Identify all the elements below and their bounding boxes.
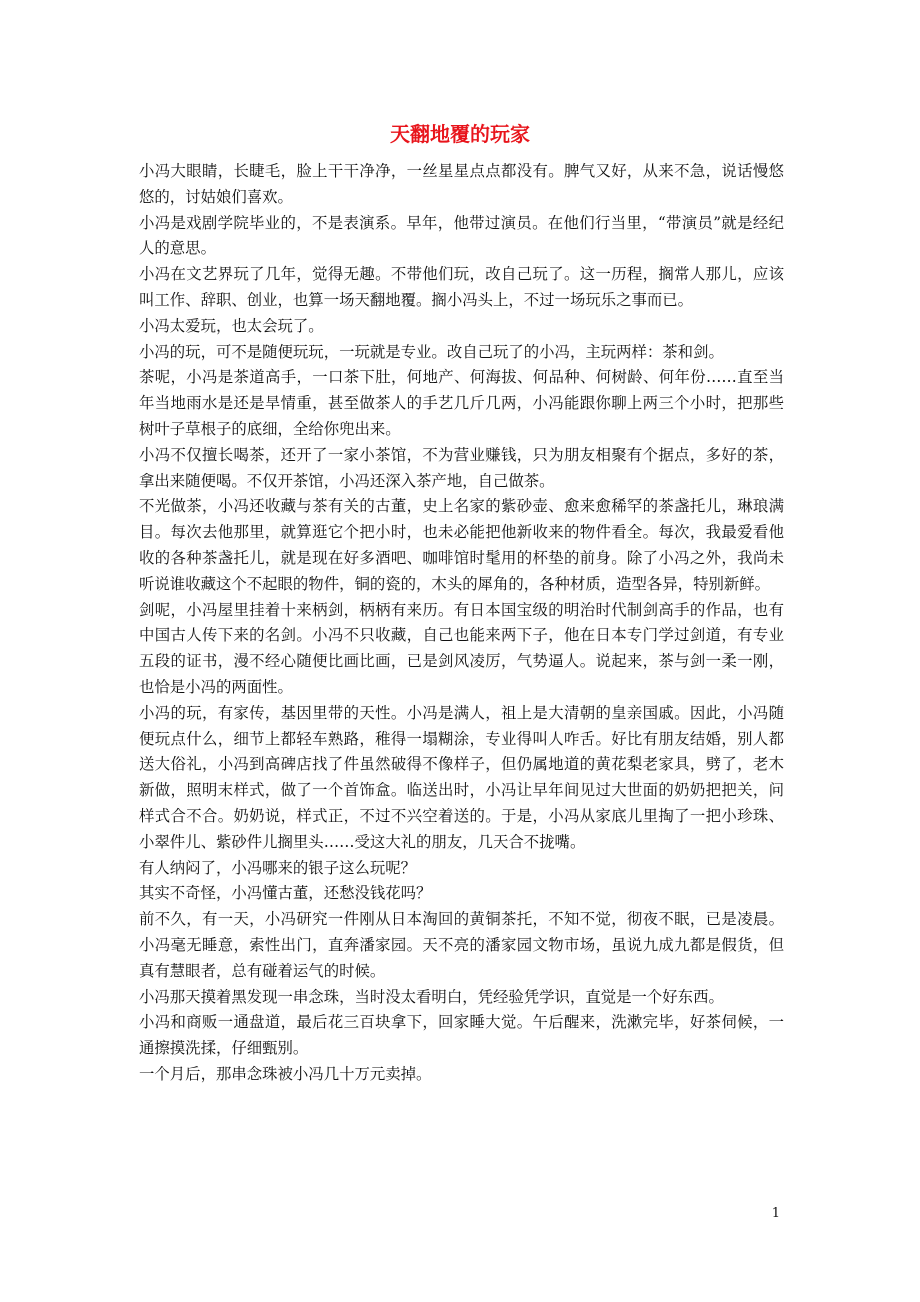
paragraph: 小冯太爱玩，也太会玩了。 (139, 316, 324, 335)
paragraph: 一个月后，那串念珠被小冯几十万元卖掉。 (139, 1064, 432, 1083)
paragraph: 其实不奇怪，小冯懂古董，还愁没钱花吗？ (139, 884, 432, 903)
paragraph: 小冯是戏剧学院毕业的，不是表演系。早年，他带过演员。在他们行当里，“带演员”就是经纪人的意思。 (139, 213, 784, 258)
paragraph: 小冯的玩，有家传，基因里带的天性。小冯是满人，祖上是大清朝的皇亲国戚。因此，小冯随便玩点什么，细节上都轻车熟路，稚得一塌糊涂，专业得叫人咋舌。好比有朋友结婚，别人都送大俗礼，小冯到高碑店找了件虽然破得不像样子，但仍属地道的黄花梨老家具，劈了，老木新做，照明末样式，做了一个首饰盒。临送出时，小冯让早年间见过大世面的奶奶把把关，问样式合不合。奶奶说，样式正，不过不兴空着送的。于是，小冯从家底儿里掏了一把小珍珠、小翠件儿、紫砂件儿搁里头……受这大礼的朋友，几天合不拢嘴。 (139, 703, 784, 851)
paragraph: 不光做茶，小冯还收藏与茶有关的古董，史上名家的紫砂壶、愈来愈稀罕的茶盏托儿，琳琅满目。每次去他那里，就算逛它个把小时，也未必能把他新收来的物件看全。每次，我最爱看他收的各种茶盏托儿，就是现在好多酒吧、咖啡馆时髦用的杯垫的前身。除了小冯之外，我尚未听说谁收藏这个不起眼的物件，铜的瓷的，木头的犀角的，各种材质，造型各异，特别新鲜。 (139, 497, 784, 593)
paragraph: 剑呢，小冯屋里挂着十来柄剑，柄柄有来历。有日本国宝级的明治时代制剑高手的作品，也有中国古人传下来的名剑。小冯不只收藏，自己也能来两下子，他在日本专门学过剑道，有专业五段的证书，漫不经心随便比画比画，已是剑风凌厉，气势逼人。说起来，茶与剑一柔一刚，也恰是小冯的两面性。 (139, 600, 784, 696)
paragraph: 小冯和商贩一通盘道，最后花三百块拿下，回家睡大觉。午后醒来，洗漱完毕，好茶伺候，一通擦摸洗揉，仔细甄别。 (139, 1013, 784, 1058)
paragraph: 有人纳闷了，小冯哪来的银子这么玩呢？ (139, 858, 417, 877)
page-title: 天翻地覆的玩家 (390, 122, 530, 146)
paragraph: 前不久，有一天，小冯研究一件刚从日本淘回的黄铜茶托，不知不觉，彻夜不眠，已是凌晨。小冯毫无睡意，索性出门，直奔潘家园。天不亮的潘家园文物市场，虽说九成九都是假货，但真有慧眼者，总有碰着运气的时候。 (139, 910, 784, 980)
paragraph: 小冯在文艺界玩了几年，觉得无趣。不带他们玩，改自己玩了。这一历程，搁常人那儿，应该叫工作、辞职、创业，也算一场天翻地覆。搁小冯头上，不过一场玩乐之事而已。 (139, 265, 784, 309)
paragraph: 小冯大眼睛，长睫毛，脸上干干净净，一丝星星点点都没有。脾气又好，从来不急，说话慢悠悠的，讨姑娘们喜欢。 (139, 162, 784, 206)
paragraph: 茶呢，小冯是茶道高手，一口茶下肚，何地产、何海拔、何品种、何树龄、何年份……直至当年当地雨水是还是旱情重，甚至做茶人的手艺几斤几两，小冯能跟你聊上两三个小时，把那些树叶子草根子的底细，全给你兜出来。 (139, 368, 784, 438)
page-number: 1 (771, 1206, 780, 1221)
paragraph: 小冯那天摸着黑发现一串念珠，当时没太看明白，凭经验凭学识，直觉是一个好东西。 (139, 987, 724, 1006)
article-body (139, 159, 784, 1088)
paragraph: 小冯的玩，可不是随便玩玩，一玩就是专业。改自己玩了的小冯，主玩两样：茶和剑。 (139, 342, 724, 361)
paragraph: 小冯不仅擅长喝茶，还开了一家小茶馆，不为营业赚钱，只为朋友相聚有个据点，多好的茶，拿出来随便喝。不仅开茶馆，小冯还深入茶产地，自己做茶。 (139, 445, 784, 490)
